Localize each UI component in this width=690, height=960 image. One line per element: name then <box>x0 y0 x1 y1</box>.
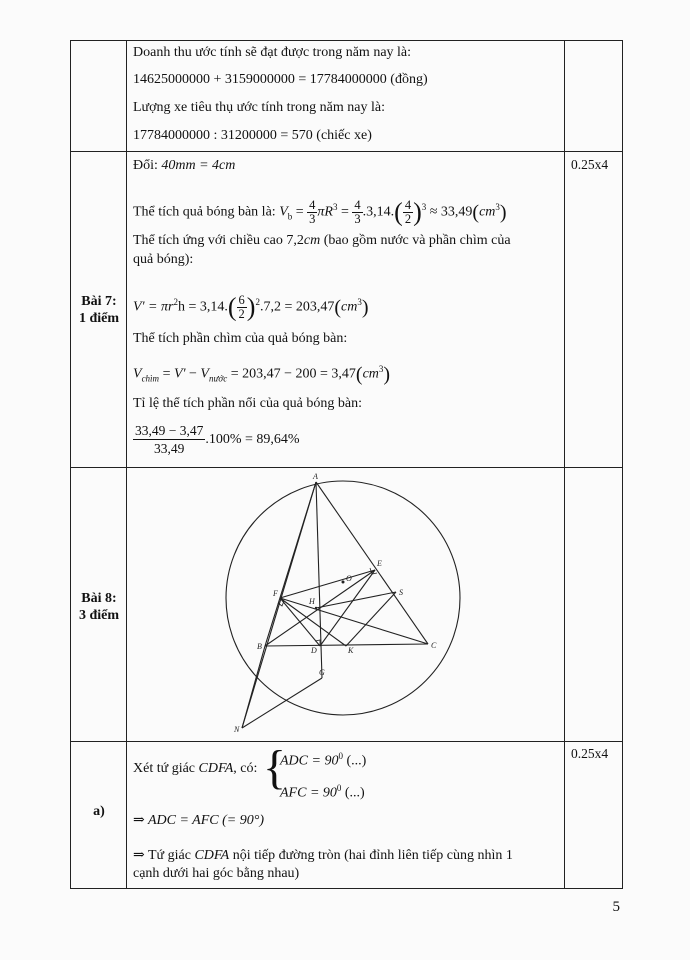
line-fe <box>280 570 375 598</box>
bai7-label: Bài 7: 1 điểm <box>78 294 120 326</box>
bai8-label: Bài 8: 3 điểm <box>78 591 120 623</box>
point-f-label: F <box>273 589 278 598</box>
angle-equality: ⇒ ADC = AFC (= 90°) <box>133 813 264 828</box>
point-h-label: H <box>309 597 315 606</box>
conversion-line: Đổi: 40mm = 4cm <box>133 158 236 173</box>
table-border-bottom <box>70 888 623 889</box>
quad-intro: Xét tứ giác CDFA, có: <box>133 761 258 776</box>
row-sep-2 <box>70 467 623 468</box>
table-border-top <box>70 40 623 41</box>
ball-volume-line: Thể tích quả bóng bàn là: $V_b$ = $\frac{4}{3}$ $\pi R^3$ = $\frac{4}{3}$ .3,14.( $\frac{4}{2}$ )$^3 \approx 33,49(cm^3)$ <box>133 197 507 227</box>
point-c-label: C <box>431 641 437 650</box>
point-a-label: A <box>313 472 318 481</box>
point-d-label: D <box>311 646 317 655</box>
submerged-formula: $V_{chìm} = V' - V_{nước} = 203,47 - 200 = 3,47(cm^3)$ <box>133 363 391 386</box>
point-b-label: B <box>257 642 262 651</box>
revenue-text: Doanh thu ước tính sẽ đạt được trong năm nay là: <box>133 45 412 60</box>
point-k-label: K <box>348 646 354 655</box>
ratio-text: Tỉ lệ thể tích phần nổi của quả bóng bàn: <box>133 396 362 411</box>
point-n-label: N <box>234 725 240 734</box>
conclusion-line-2: cạnh dưới hai góc bằng nhau) <box>133 866 300 881</box>
part-a-label: a) <box>93 804 105 819</box>
height-volume-text: Thể tích ứng với chiều cao 7,2cm (bao gồm nước và phần chìm của <box>133 233 511 248</box>
table-border-right <box>622 40 623 888</box>
point-s-label: S <box>399 588 403 597</box>
vehicles-calc: 17784000000 : 31200000 = 570 (chiếc xe) <box>133 128 372 143</box>
point-g-label: G <box>319 668 325 677</box>
table-divider-1 <box>126 40 127 888</box>
table-divider-2 <box>564 40 565 888</box>
table-border-left <box>70 40 71 888</box>
vehicles-text: Lượng xe tiêu thụ ước tính trong năm nay là: <box>133 100 385 115</box>
ratio-formula: $\frac{33,49 - 3,47}{33,49}$ .100% = 89,64% <box>135 423 300 457</box>
row-sep-1 <box>70 151 623 152</box>
altitude-ad <box>316 482 322 678</box>
conclusion-line: ⇒ Tứ giác CDFA nội tiếp đường tròn (hai đỉnh liên tiếp cùng nhìn 1 <box>133 848 513 863</box>
angle-system: { ADC = $90^0$ (...) AFC = $90^0$ (...) <box>263 741 367 801</box>
height-volume-text-2: quả bóng): <box>133 252 194 267</box>
point-o-label: O <box>346 574 352 583</box>
side-ac <box>316 482 428 644</box>
altitude-be <box>265 570 375 646</box>
vprime-formula: $V' = \pi r^2h = 3,14$.( $\frac{6}{2}$ )$^2.7,2 = 203,47(cm^3)$ <box>133 292 369 322</box>
point-e-label: E <box>377 559 382 568</box>
bai7-score: 0.25x4 <box>571 157 609 172</box>
part-a-score: 0.25x4 <box>571 746 609 761</box>
circumcircle <box>226 481 460 715</box>
revenue-calc: 14625000000 + 3159000000 = 17784000000 (đồng) <box>133 72 428 87</box>
geometry-diagram <box>220 470 480 740</box>
line-an <box>242 482 316 728</box>
page-number: 5 <box>612 899 620 915</box>
submerged-text: Thể tích phần chìm của quả bóng bàn: <box>133 331 348 346</box>
row-sep-3 <box>70 741 623 742</box>
